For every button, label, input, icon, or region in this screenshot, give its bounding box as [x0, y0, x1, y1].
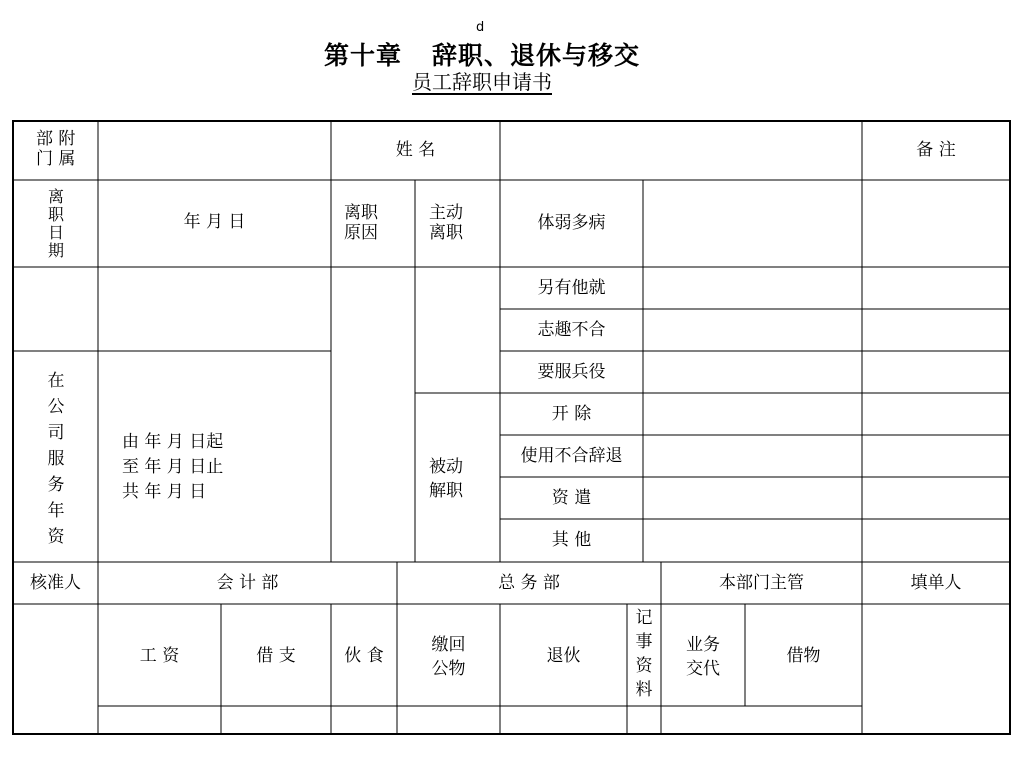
service-period: 由 年 月 日起 至 年 月 日止 共 年 月 日: [122, 432, 224, 502]
filler-label: 填单人: [910, 573, 962, 593]
approver-label: 核准人: [30, 573, 81, 593]
salary-label: 工 资: [139, 646, 180, 666]
handover-label: 业务 交代: [686, 635, 720, 679]
reason-label: 离职 原因: [344, 203, 378, 243]
advance-label: 借 支: [256, 646, 296, 666]
involuntary-label: 被动 解职: [429, 457, 463, 501]
reason-item: 要服兵役: [537, 362, 606, 382]
dept-supervisor-label: 本部门主管: [719, 573, 804, 593]
reason-item: 体弱多病: [537, 213, 606, 233]
reason-item: 使用不合辞退: [520, 446, 623, 466]
service-years-label: 在公司服务年资: [47, 371, 65, 547]
leave-date-label: 离职日期: [47, 187, 64, 260]
cancel-meals-label: 退伙: [546, 646, 581, 666]
header-marker: d: [476, 20, 485, 35]
voluntary-label: 主动 离职: [429, 203, 463, 243]
remarks-label: 备 注: [916, 140, 956, 160]
dept-label: 部 附 门 属: [36, 129, 76, 169]
chapter-title: 辞职、退休与移交: [432, 41, 641, 70]
borrowed-label: 借物: [786, 646, 821, 666]
accounting-label: 会 计 部: [216, 573, 279, 593]
return-items-label: 缴回 公物: [431, 635, 466, 679]
reason-item: 志趣不合: [537, 320, 606, 340]
reason-item: 另有他就: [537, 278, 606, 298]
reason-item: 资 遣: [551, 488, 592, 508]
form-subtitle: 员工辞职申请书: [412, 70, 552, 94]
reason-item: 开 除: [551, 404, 592, 424]
leave-date-placeholder: 年 月 日: [183, 212, 246, 232]
general-affairs-label: 总 务 部: [498, 573, 560, 593]
records-label: 记事资料: [635, 608, 653, 700]
meals-label: 伙 食: [344, 646, 384, 666]
name-label: 姓 名: [395, 140, 436, 160]
chapter-label: 第十章: [323, 41, 402, 70]
reason-item: 其 他: [551, 530, 592, 550]
